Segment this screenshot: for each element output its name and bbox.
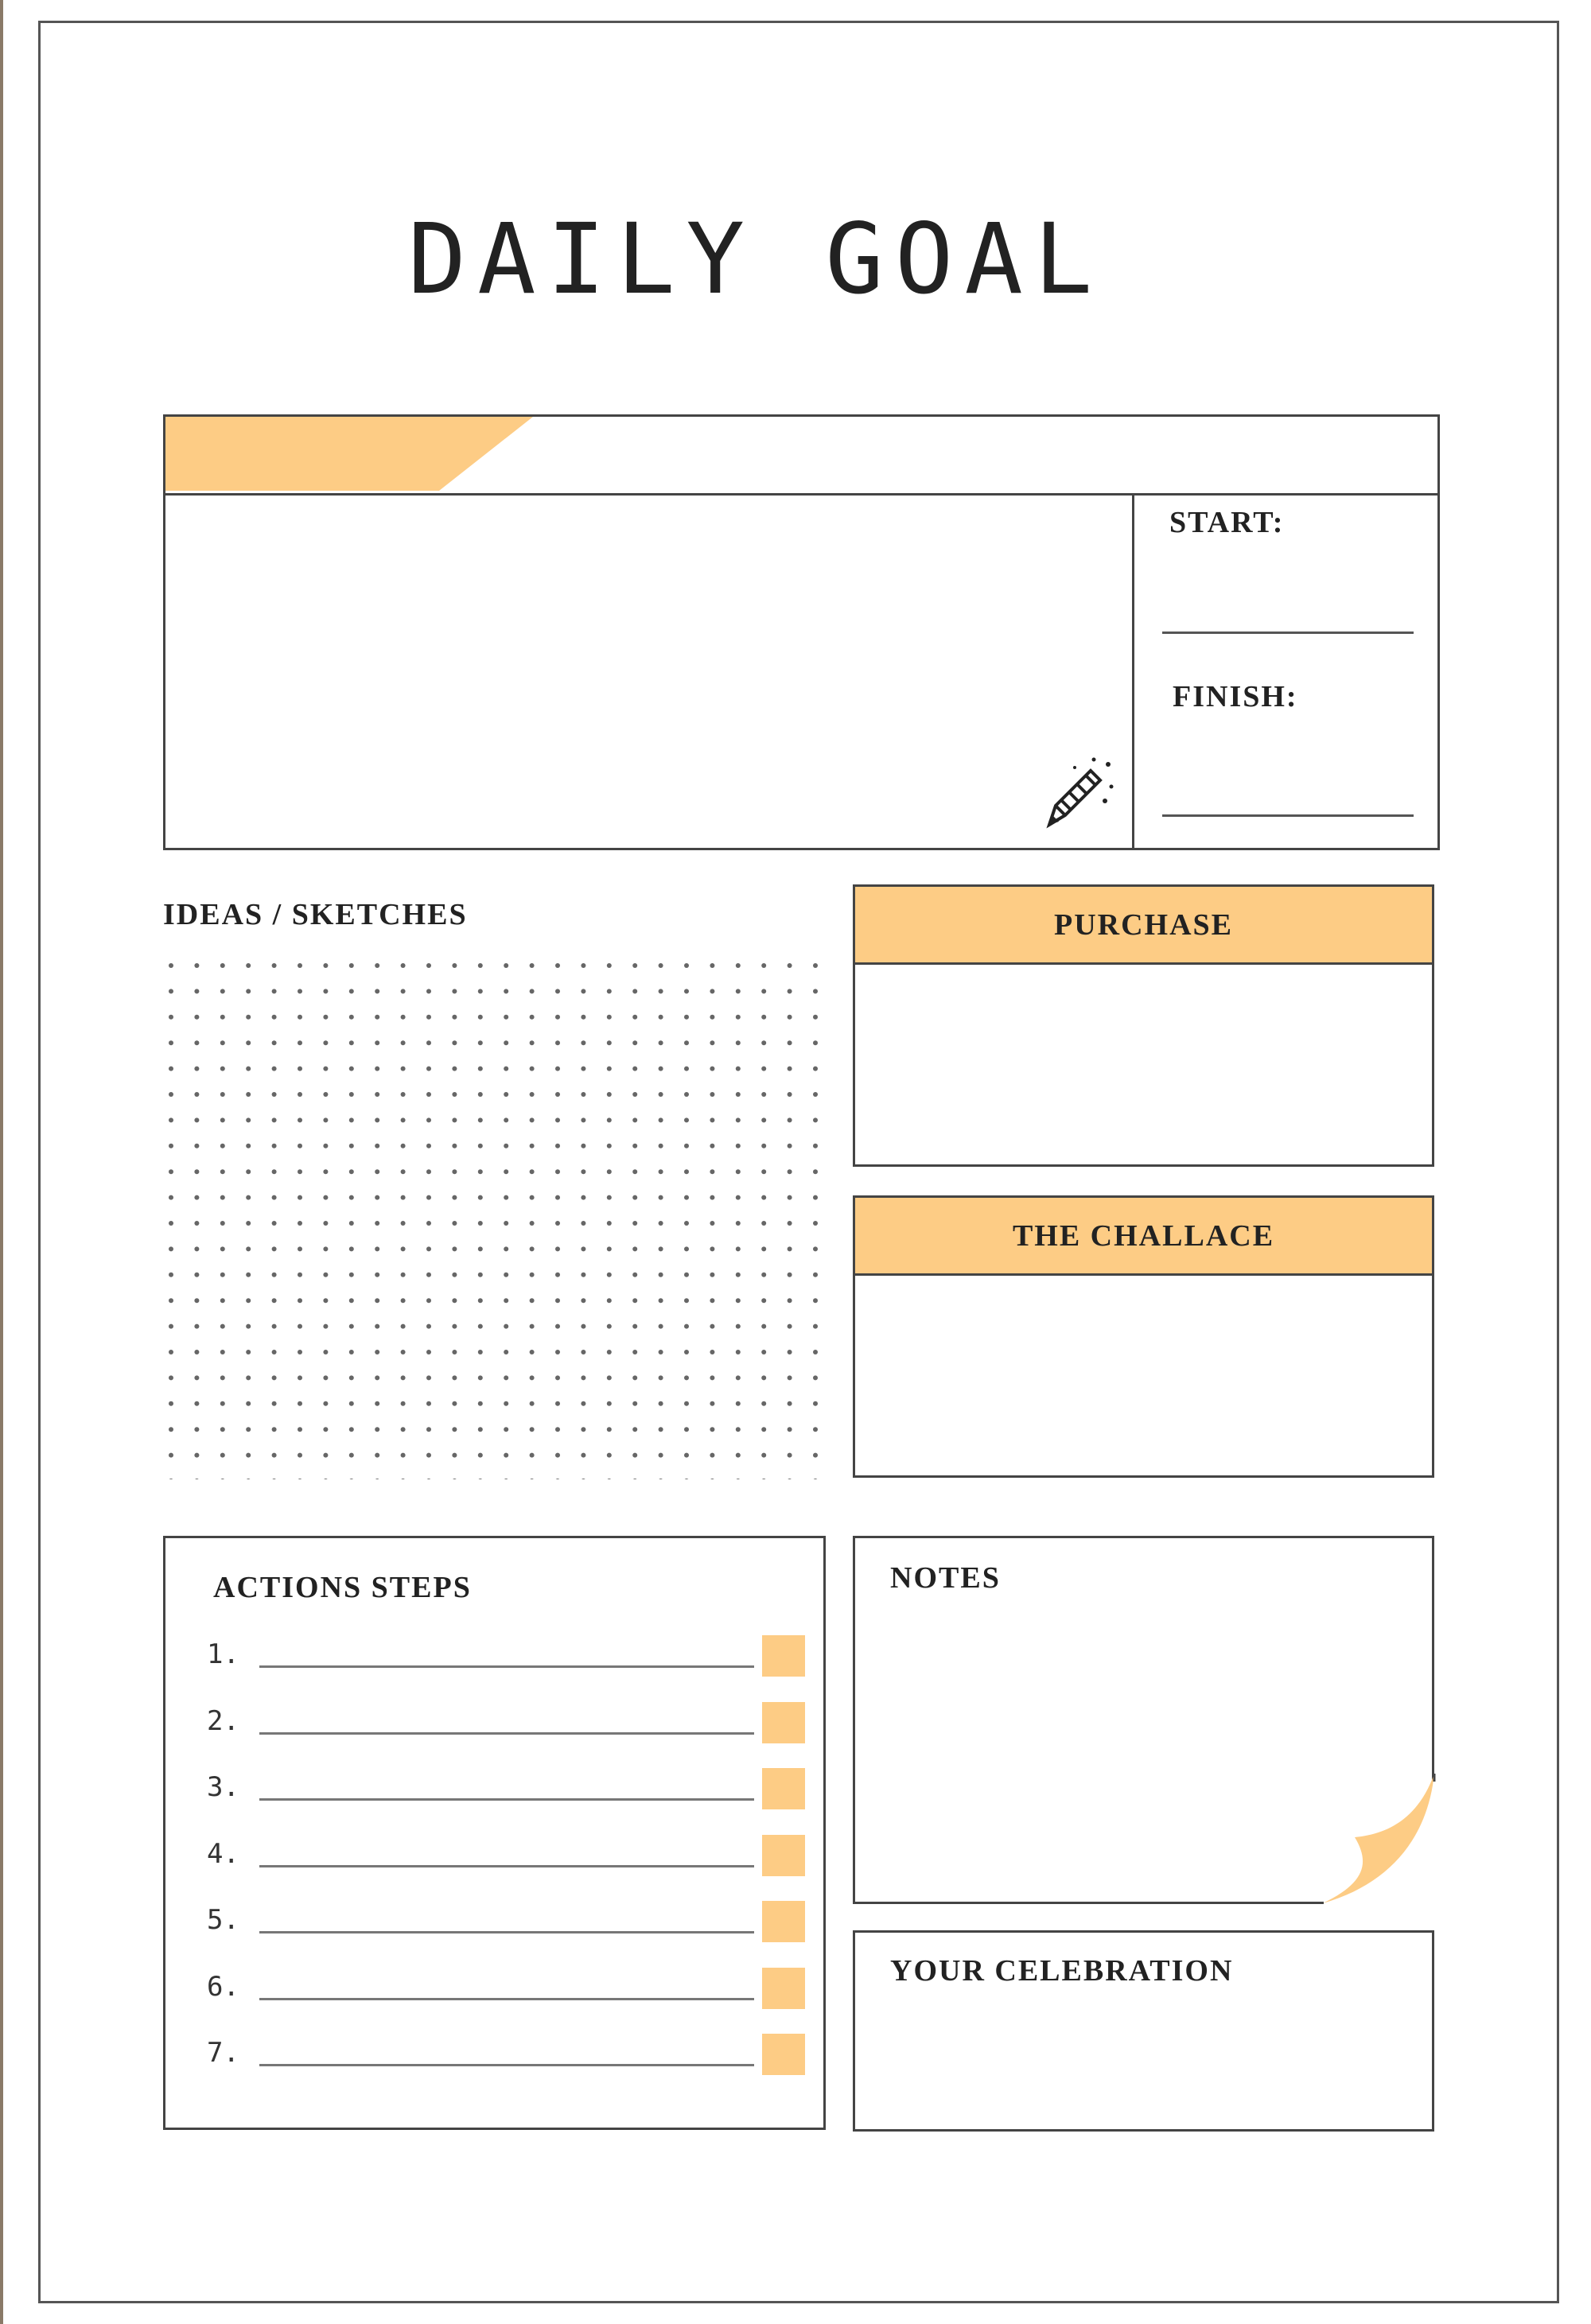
step-number: 7.: [207, 2037, 239, 2069]
action-steps-title: ACTIONS STEPS: [213, 1571, 472, 1604]
step-checkbox[interactable]: [762, 1768, 805, 1809]
notes-right-border: [1432, 1536, 1434, 1781]
goal-accent-banner: [165, 417, 1437, 493]
ideas-sketches-label: IDEAS / SKETCHES: [163, 898, 468, 931]
page-left-edge: [0, 0, 3, 2324]
step-number: 4.: [207, 1837, 239, 1870]
step-checkbox[interactable]: [762, 1901, 805, 1942]
step-checkbox[interactable]: [762, 2034, 805, 2075]
finish-label: FINISH:: [1173, 680, 1298, 713]
start-label: START:: [1169, 506, 1285, 539]
celebration-box[interactable]: [853, 1930, 1434, 2132]
goal-divider: [1132, 493, 1134, 850]
goal-box: [163, 414, 1440, 850]
start-field[interactable]: [1162, 632, 1414, 634]
purchase-header: PURCHASE: [855, 887, 1432, 965]
step-number: 2.: [207, 1704, 239, 1737]
step-number: 1.: [207, 1638, 239, 1670]
step-number: 5.: [207, 1904, 239, 1936]
step-checkbox[interactable]: [762, 1835, 805, 1876]
step-line[interactable]: [259, 1798, 754, 1801]
challenge-box[interactable]: [853, 1195, 1434, 1478]
finish-field[interactable]: [1162, 814, 1414, 817]
step-checkbox[interactable]: [762, 1702, 805, 1743]
purchase-box[interactable]: [853, 884, 1434, 1167]
page-title: DAILY GOAL: [407, 203, 1104, 316]
challenge-header: THE CHALLACE: [855, 1198, 1432, 1276]
step-line[interactable]: [259, 2064, 754, 2066]
step-line[interactable]: [259, 1865, 754, 1867]
dot-grid[interactable]: [163, 954, 823, 1479]
pencil-sparkle-icon: [1037, 755, 1116, 834]
action-steps-box: [163, 1536, 826, 2130]
step-number: 3.: [207, 1771, 239, 1803]
step-checkbox[interactable]: [762, 1968, 805, 2009]
step-line[interactable]: [259, 1665, 754, 1668]
step-line[interactable]: [259, 1998, 754, 2000]
step-line[interactable]: [259, 1732, 754, 1735]
notes-bottom-border: [853, 1902, 1324, 1904]
celebration-title: YOUR CELEBRATION: [890, 1954, 1234, 1988]
step-checkbox[interactable]: [762, 1635, 805, 1677]
step-number: 6.: [207, 1970, 239, 2003]
step-line[interactable]: [259, 1931, 754, 1933]
page-curl-icon: [1317, 1772, 1436, 1907]
goal-header-bar: [165, 417, 1437, 496]
notes-title: NOTES: [890, 1561, 1001, 1595]
